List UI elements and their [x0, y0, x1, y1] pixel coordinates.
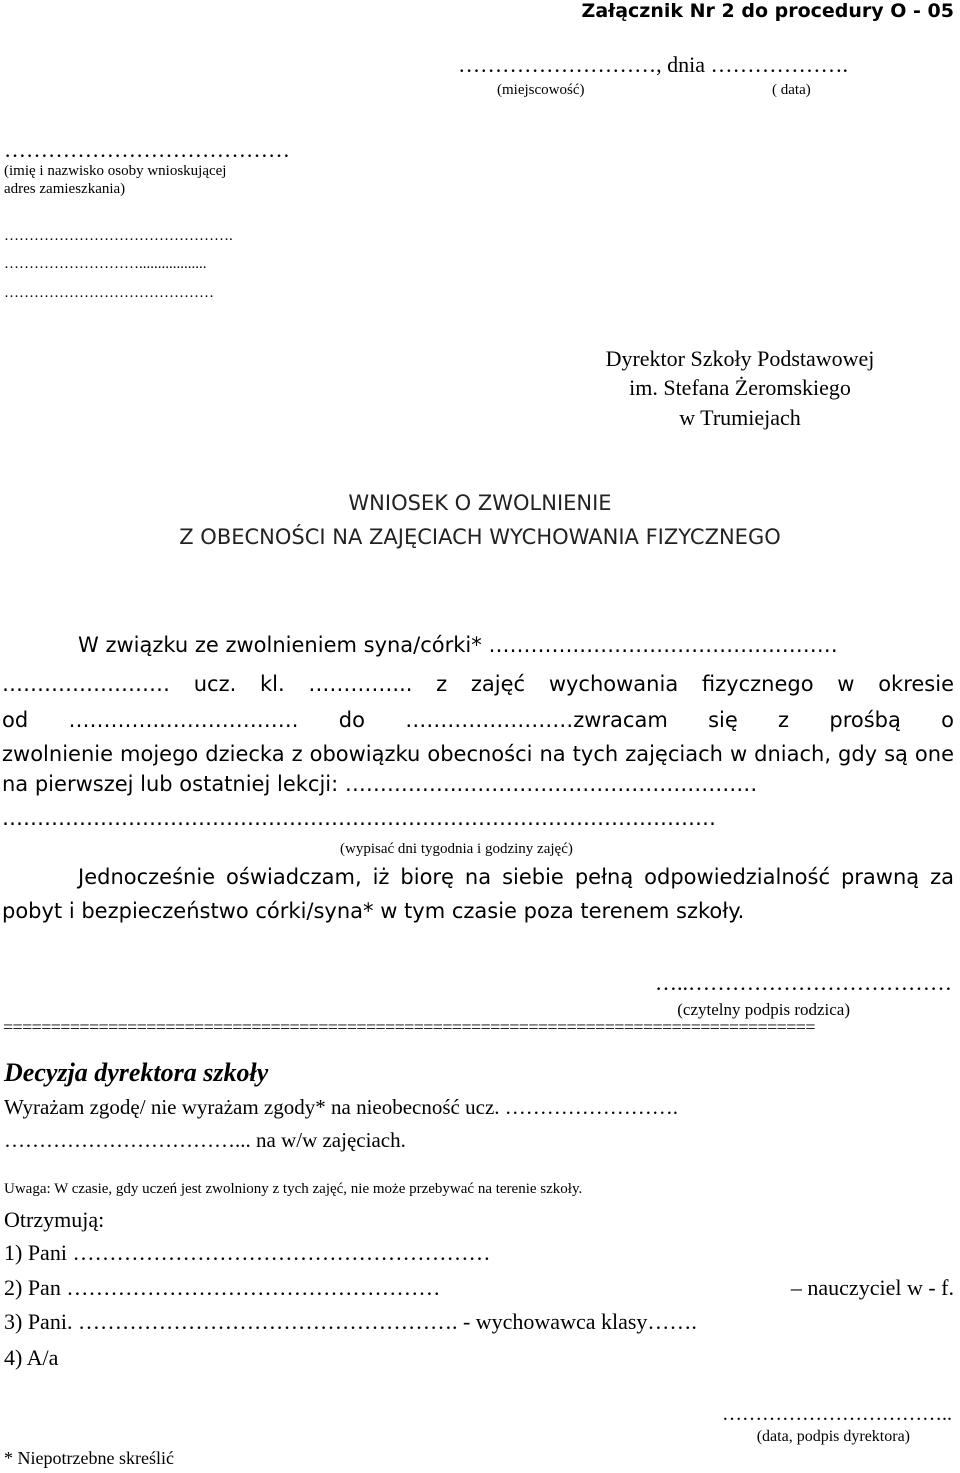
applicant-caption-1: (imię i nazwisko osoby wnioskującej — [4, 163, 227, 179]
body-p2-line-2: pobyt i bezpieczeństwo córki/syna* w tym czasie poza terenem szkoły. — [2, 899, 745, 923]
document-title-line-1: WNIOSEK O ZWOLNIENIE — [348, 491, 612, 515]
body-p1-line-2: …………………… ucz. kl. …………... z zajęć wychowania fizycznego w okresie — [2, 672, 954, 696]
place-date-line: ………………………, dnia ………………. — [458, 52, 848, 77]
decision-line-2: ……………………………... na w/w zajęciach. — [4, 1128, 406, 1152]
recipients-item-3: 3) Pani. ……………………………………………. - wychowawca klasy……. — [4, 1309, 697, 1334]
place-caption: (miejscowość) — [497, 82, 585, 98]
body-p2-line-1: Jednocześnie oświadczam, iż biorę na siebie pełną odpowiedzialność prawną za — [78, 865, 954, 889]
address-line-2: ……………………….................. — [4, 256, 207, 272]
applicant-caption-2: adres zamieszkania) — [4, 181, 126, 197]
decision-line-1: Wyrażam zgodę/ nie wyrażam zgody* na nieobecność ucz. ……………………. — [4, 1095, 679, 1119]
recipient-line-2: im. Stefana Żeromskiego — [629, 375, 851, 400]
recipients-item-4: 4) A/a — [4, 1345, 59, 1370]
body-p1-line-5: na pierwszej lub ostatniej lekcji: ……………..…………………………………… — [2, 772, 758, 796]
body-p1-line-3: od …………..………………. do ……………………zwracam się z prośbą o — [2, 708, 954, 732]
recipients-item-2-role: – nauczyciel w - f. — [790, 1275, 954, 1300]
parent-signature-line: …..……………………………… — [655, 970, 952, 995]
parent-signature-caption: (czytelny podpis rodzica) — [677, 1000, 850, 1019]
footnote: * Niepotrzebne skreślić — [4, 1448, 174, 1468]
document-title-line-2: Z OBECNOŚCI NA ZAJĘCIACH WYCHOWANIA FIZYCZNEGO — [179, 525, 781, 549]
body-p1-line-1: W związku ze zwolnieniem syna/córki* ………….……………………….……… — [78, 633, 838, 657]
decision-note: Uwaga: W czasie, gdy uczeń jest zwolniony z tych zajęć, nie może przebywać na terenie szkoły. — [4, 1181, 583, 1197]
decision-heading: Decyzja dyrektora szkoły — [4, 1058, 269, 1087]
attachment-label: Załącznik Nr 2 do procedury O - 05 — [581, 0, 954, 22]
body-p1-line-6: ………………………………………………………………………………………… — [2, 806, 716, 830]
recipient-line-3: w Trumiejach — [679, 405, 801, 430]
body-p1-line-4: zwolnienie mojego dziecka z obowiązku obecności na tych zajęciach w dniach, gdy są one — [2, 742, 954, 766]
director-signature-line: …………………………….. — [722, 1403, 952, 1425]
recipients-item-2: 2) Pan …………………………………………… — [4, 1275, 441, 1300]
recipient-line-1: Dyrektor Szkoły Podstawowej — [605, 346, 875, 371]
address-line-3: …………………………………… — [4, 285, 214, 301]
date-caption: ( data) — [772, 82, 811, 98]
recipients-item-1: 1) Pani ………………………………………………… — [4, 1240, 491, 1265]
section-separator: ===================================================================================== — [3, 1017, 815, 1037]
days-caption: (wypisać dni tygodnia i godziny zajęć) — [340, 841, 573, 857]
address-line-1: ………………………………………. — [4, 228, 233, 244]
recipients-heading: Otrzymują: — [4, 1207, 105, 1232]
director-signature-caption: (data, podpis dyrektora) — [756, 1428, 910, 1445]
applicant-name-line: ………………………………… — [4, 137, 290, 162]
